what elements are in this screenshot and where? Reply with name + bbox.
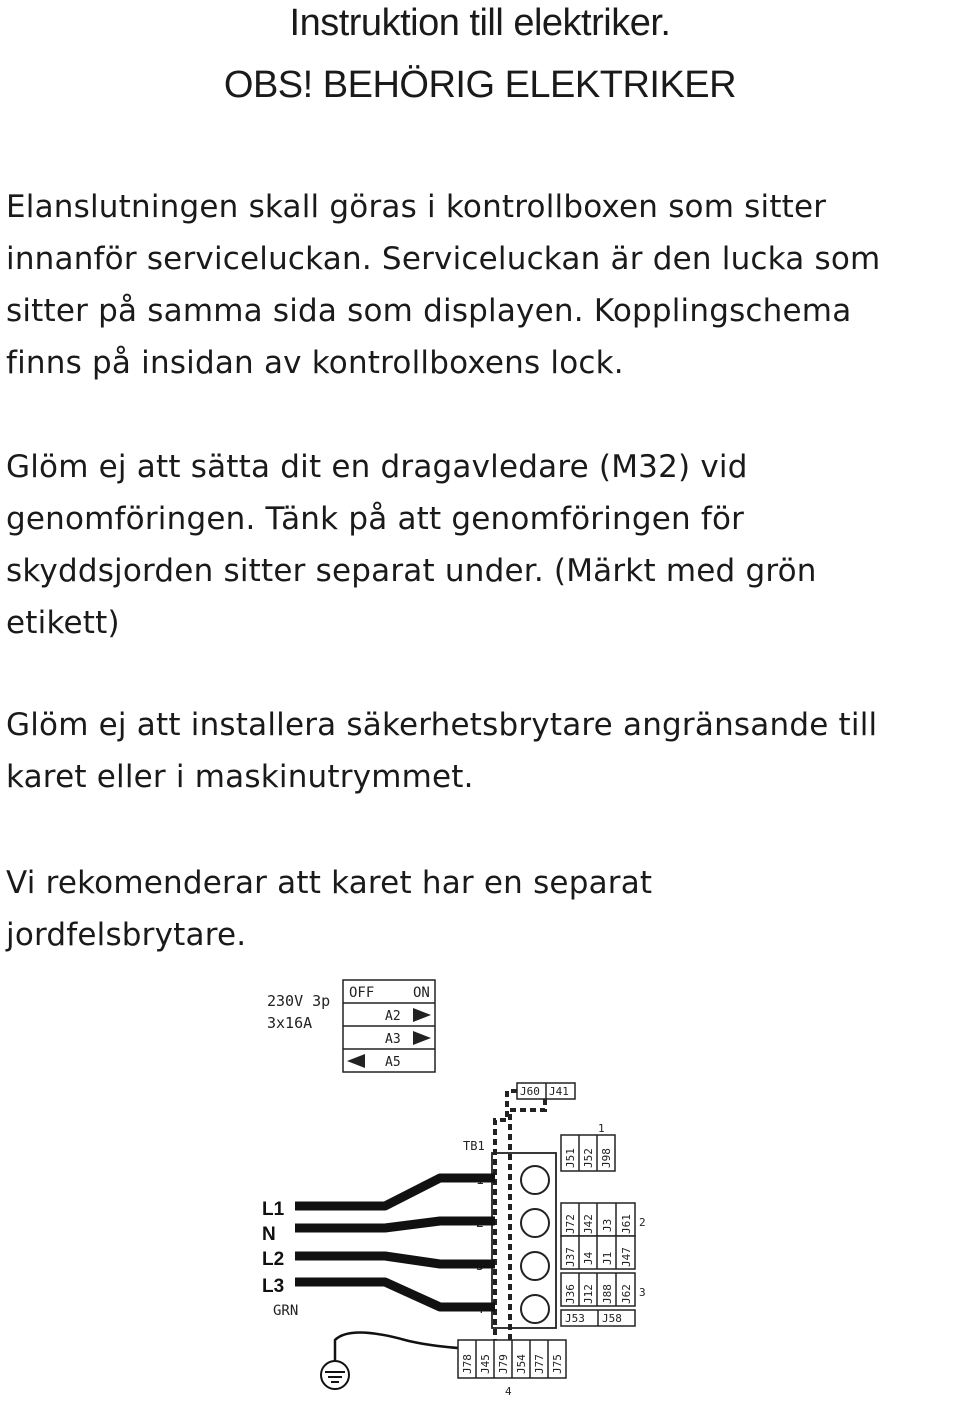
text-line: Elanslutningen skall göras i kontrollboxen som sitter (6, 189, 827, 225)
jumper-label: J62 (620, 1284, 633, 1304)
side-number: 2 (639, 1216, 646, 1229)
switch-on-label: ON (413, 985, 430, 1001)
page-title: Instruktion till elektriker. (289, 2, 671, 44)
jumper-label: J54 (515, 1354, 528, 1374)
ground-icon (321, 1361, 349, 1389)
jumper-label: J78 (461, 1354, 474, 1374)
jumper-label: J47 (620, 1247, 633, 1267)
text-line: Glöm ej att sätta dit en dragavledare (M32) vid (6, 449, 748, 485)
jumper-label: J51 (564, 1148, 577, 1168)
jumper-label: J4 (582, 1251, 595, 1265)
text-line: skyddsjorden sitter separat under. (Märkt med grön (6, 553, 817, 589)
text-line: Glöm ej att installera säkerhetsbrytare angränsande till (6, 707, 878, 743)
switch-row-a5: A5 (385, 1055, 401, 1070)
text-line: Vi rekomenderar att karet har en separat (6, 865, 653, 901)
wiring-diagram (255, 970, 655, 1405)
wire-label-n: N (262, 1224, 276, 1245)
terminal-screw (521, 1209, 549, 1237)
jumper-label: J45 (479, 1354, 492, 1374)
supply-voltage: 230V 3p (267, 992, 331, 1010)
terminal-number: 1 (476, 1173, 484, 1188)
jumper-label: J52 (582, 1148, 595, 1168)
jumper-label: J72 (564, 1214, 577, 1234)
paragraph-safety-switch (6, 699, 956, 803)
jumper-label: J98 (600, 1148, 613, 1168)
arrow-right-icon (413, 1031, 431, 1045)
paragraph-connection (6, 181, 956, 389)
arrow-right-icon (413, 1008, 431, 1022)
jumper-label: J37 (564, 1247, 577, 1267)
terminal-screw (521, 1295, 549, 1323)
jumper-label: J58 (602, 1312, 622, 1325)
jumper-label: J53 (565, 1312, 585, 1325)
terminal-number: 3 (476, 1259, 484, 1274)
side-number: 3 (639, 1286, 646, 1299)
text-line: karet eller i maskinutrymmet. (6, 759, 474, 795)
text-line: genomföringen. Tänk på att genomföringen för (6, 501, 745, 537)
jumper-label: J88 (601, 1284, 614, 1304)
jumper-label: J75 (551, 1354, 564, 1374)
wire-label-l3: L3 (262, 1276, 285, 1297)
side-number: 4 (505, 1385, 512, 1398)
text-line: sitter på samma sida som displayen. Kopplingschema (6, 293, 852, 329)
switch-row-a3: A3 (385, 1032, 401, 1047)
switch-off-label: OFF (349, 985, 375, 1001)
page-subtitle: OBS! BEHÖRIG ELEKTRIKER (223, 64, 737, 106)
text-line: innanför serviceluckan. Serviceluckan är den lucka som (6, 241, 881, 277)
jumper-label: J77 (533, 1354, 546, 1374)
side-number: 1 (598, 1122, 605, 1135)
terminal-number: 2 (476, 1216, 484, 1231)
jumper-label: J60 (520, 1085, 540, 1098)
terminal-block-label: TB1 (463, 1139, 485, 1153)
supply-cables (295, 1178, 495, 1307)
terminal-screw (521, 1166, 549, 1194)
jumper-label: J41 (549, 1085, 569, 1098)
text-line: etikett) (6, 605, 120, 641)
jumper-label: J12 (582, 1284, 595, 1304)
text-line: jordfelsbrytare. (6, 917, 247, 953)
terminal-number: 4 (476, 1302, 484, 1317)
jumper-label: J42 (582, 1214, 595, 1234)
ground-label: GRN (273, 1303, 299, 1319)
jumper-label: J3 (601, 1218, 614, 1232)
jumper-label: J36 (564, 1284, 577, 1304)
switch-row-a2: A2 (385, 1009, 401, 1024)
wire-label-l1: L1 (262, 1199, 285, 1220)
arrow-left-icon (347, 1054, 365, 1068)
jumper-label: J79 (497, 1354, 510, 1374)
text-line: finns på insidan av kontrollboxens lock. (6, 345, 624, 381)
terminal-screw (521, 1252, 549, 1280)
paragraph-rcd (6, 857, 956, 961)
supply-current: 3x16A (267, 1014, 313, 1032)
jumper-label: J61 (620, 1214, 633, 1234)
wire-label-l2: L2 (262, 1249, 285, 1270)
jumper-label: J1 (601, 1251, 614, 1265)
paragraph-strain-relief (6, 441, 956, 649)
